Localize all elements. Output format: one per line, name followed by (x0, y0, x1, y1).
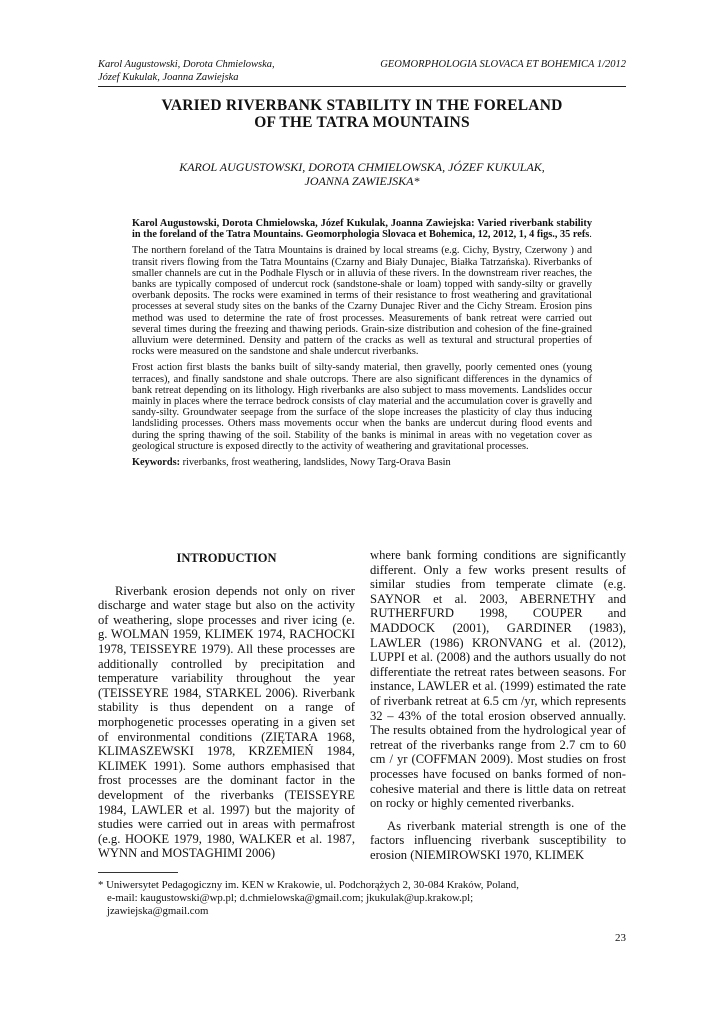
intro-paragraph-1-continued: where bank forming conditions are significantly different. Only a few works present results of similar studies from temperate climate (e.g. SAYNOR et al. 2003, ABERNETHY and RUTHERFURD 1998, COUPER and MADDOCK (2001), GARDINER (1983), LAWLER (1986) KRONVANG et al. (2012), LUPPI et al. (2008) and the authors usually do not differentiate the retreat rates between seasons. For instance, LAWLER et al. (1999) estimated the rate of riverbank retreat at 6.5 cm /yr, which represents 32 – 43% of the total erosion observed annually. The results obtained from the hydrological year of retreat of the riverbanks range from 2.7 cm to 60 cm / yr (COFFMAN 2009). Most studies on frost processes have focused on banks formed of non-cohesive material and there is little data on retreat on rocky or highly cemented riverbanks. (370, 548, 626, 811)
citation-end: . (589, 229, 592, 241)
header-rule (98, 86, 626, 87)
authors-line1: KAROL AUGUSTOWSKI, DOROTA CHMIELOWSKA, JÓZEF KUKULAK, (179, 160, 545, 174)
abstract-citation (132, 218, 592, 240)
title-line2: OF THE TATRA MOUNTAINS (254, 114, 470, 131)
footnote-line2: e-mail: kaugustowski@wp.pl; d.chmielowska@gmail.com; jkukulak@up.krakow.pl; (107, 892, 474, 904)
column-right (370, 548, 626, 862)
abstract-paragraph-2: Frost action first blasts the banks built of silty-sandy material, then gravelly, poorly cemented ones (young terraces), and finally sandstone and shale outcrops. There are also significant differences in the dynamics of bank retreat depending on its lithology. High riverbanks are also subject to mass movements. Landslides occur mainly in places where the terrace bedrock consists of clay material and the accumulation cover is gravelly and sandy-silty. Groundwater seepage from the surface of the slope increases the plasticity of clay thus inducing landsliding processes. Others mass movements occur when the banks are undercut during flood events and during the spring thawing of the soil. Stability of the banks is minimal in areas with no vegetation cover as geological structure is exposed directly to the activity of weathering and gravitational processes. (132, 362, 592, 452)
column-left (98, 548, 355, 861)
keywords-text: riverbanks, frost weathering, landslides, Nowy Targ-Orava Basin (180, 457, 451, 469)
author-list (98, 160, 626, 188)
footnote-rule (98, 872, 178, 873)
authors-line2: JOANNA ZAWIEJSKA* (304, 174, 420, 188)
header-authors-line1: Karol Augustowski, Dorota Chmielowska, (98, 59, 275, 70)
intro-paragraph-1: Riverbank erosion depends not only on river discharge and water stage but also on the activity of weathering, slope processes and river icing (e. g. WOLMAN 1959, KLIMEK 1974, RACHOCKI 1978, TEISSEYRE 1979). All these processes are additionally controlled by precipitation and temperature variability throughout the year (TEISSEYRE 1984, STARKEL 2006). Riverbank stability is thus dependent on a range of morphogenetic processes operating in a given set of environmental conditions (ZIĘTARA 1968, KLIMASZEWSKI 1978, KRZEMIEŃ 1984, KLIMEK 1991). Some authors emphasised that frost processes are the dominant factor in the development of the riverbanks (TEISSEYRE 1984, LAWLER et al. 1997) but the majority of studies were carried out in areas with permafrost (e.g. HOOKE 1979, 1980, WALKER et al. 1987, WYNN and MOSTAGHIMI 2006) (98, 583, 355, 861)
abstract (132, 218, 592, 473)
footnote-line3: jzawiejska@gmail.com (107, 905, 209, 917)
header-journal: GEOMORPHOLOGIA SLOVACA ET BOHEMICA 1/2012 (380, 59, 626, 70)
affiliation-footnote (98, 879, 626, 918)
citation-text: Karol Augustowski, Dorota Chmielowska, Józef Kukulak, Joanna Zawiejska: Varied riverbank stability in the foreland of the Tatra Mountains. Geomorphologia Slovaca et Bohemica, 12, 2012, 1, 4 figs., 35 refs (132, 218, 592, 241)
keywords (132, 457, 592, 468)
page-number: 23 (615, 932, 626, 944)
abstract-paragraph-1: The northern foreland of the Tatra Mountains is drained by local streams (e.g. Cichy, Bystry, Czerwony ) and transit rivers flowing from the Tatra Mountains (Czarny and Biały Dunajec, Białka Tatrzańska). Riverbanks of smaller channels are cut in the Podhale Flysch or in alluvia of these rivers. In the downstream river reaches, the banks are typically composed of undercut rock (sandstone-shale or loam) topped with sandy-silty or gravelly overbank deposits. The rocks were examined in terms of their resistance to frost weathering and gravitational processes at several study sites on the banks of the Czarny Dunajec River and the Cichy Stream. Erosion pins method was used to determine the rate of frost processes. Measurements of bank retreat were carried out several times during the freezing and thawing periods. Grain-size distribution and cohesion of the fine-grained alluvium were determined. Density and pattern of the cracks as well as textural and structural properties of rocks were measured on the sandstone and shale undercut riverbanks. (132, 245, 592, 358)
footnote-line1: * Uniwersytet Pedagogiczny im. KEN w Krakowie, ul. Podchorążych 2, 30-084 Kraków, Poland, (98, 879, 519, 891)
intro-paragraph-2: As riverbank material strength is one of the factors influencing riverbank susceptibility to erosion (NIEMIROWSKI 1970, KLIMEK (370, 818, 626, 862)
paper-title (98, 97, 626, 131)
keywords-label: Keywords: (132, 457, 181, 469)
header-authors (98, 58, 358, 84)
section-heading-introduction: INTRODUCTION (176, 551, 277, 565)
title-line1: VARIED RIVERBANK STABILITY IN THE FORELAND (161, 97, 563, 114)
header-authors-line2: Józef Kukulak, Joanna Zawiejska (98, 72, 239, 83)
